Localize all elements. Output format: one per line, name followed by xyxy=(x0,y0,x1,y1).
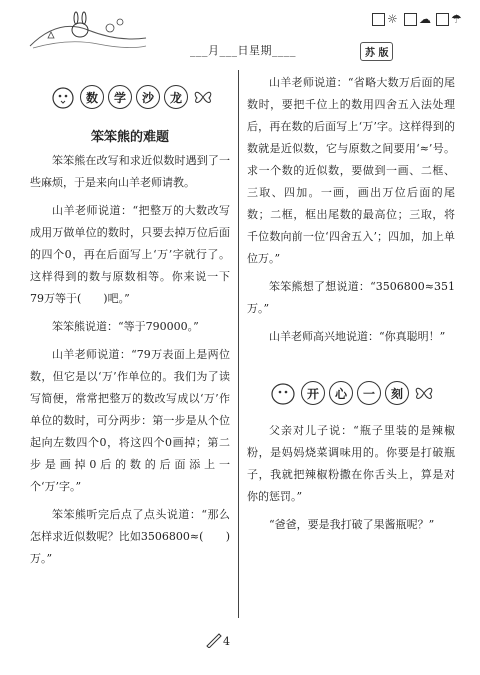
footer-decoration xyxy=(205,630,223,652)
checkbox-icon xyxy=(404,13,417,26)
paragraph: “爸爸，要是我打破了果酱瓶呢？” xyxy=(269,518,435,531)
banner-char: 数 xyxy=(80,85,104,109)
rain-icon: ☂ xyxy=(451,12,462,26)
weather-rainy-option[interactable] xyxy=(436,12,462,26)
paragraph: 山羊老师高兴地说道：“你真聪明！” xyxy=(269,330,446,343)
checkbox-icon xyxy=(436,13,449,26)
article-left-column xyxy=(30,150,230,570)
sun-icon: ☼ xyxy=(387,12,398,26)
paragraph: 笨笨熊想了想说道：“3506800≈351万。” xyxy=(247,280,455,315)
header-illustration xyxy=(28,8,148,50)
banner-char: 沙 xyxy=(136,85,160,109)
edition-badge: 苏 版 xyxy=(360,42,393,61)
article-title: 笨笨熊的难题 xyxy=(90,130,169,145)
paragraph: 山羊老师说道：“把整万的大数改写成用万做单位的数时，只要去掉万位后面的四个0，再在后面写上‘万’字就行了。这样得到的数与原数相等。你来说一下79万等于( )吧。” xyxy=(30,204,230,305)
weather-sunny-option[interactable] xyxy=(372,12,398,26)
chick-icon xyxy=(50,84,76,110)
butterfly-icon xyxy=(192,86,214,108)
paragraph: 山羊老师说道：“79万表面上是两位数，但它是以‘万’作单位的。我们为了读写简便，常常把整万的数改写成以‘万’作单位的数时，可分两步：第一步是从个位起向左数四个0，将这四个0画掉；第二步是画掉0后的数的后面添上一个‘万’字。” xyxy=(30,348,230,493)
banner-char: 刻 xyxy=(385,381,409,405)
weather-cloudy-option[interactable] xyxy=(404,12,431,26)
section-banner-happy-moment xyxy=(252,380,452,406)
banner-char: 学 xyxy=(108,85,132,109)
banner-char: 开 xyxy=(301,381,325,405)
paragraph: 笨笨熊在改写和求近似数时遇到了一些麻烦，于是来向山羊老师请教。 xyxy=(30,154,230,189)
banner-char: 一 xyxy=(357,381,381,405)
column-divider xyxy=(238,70,239,618)
paragraph: 山羊老师说道：“省略大数万后面的尾数时，要把千位上的数用四舍五入法处理后，再在数的后面写上‘万’字。这样得到的数就是近似数，它与原数之间要用‘≈’号。求一个数的近似数，要做到一画、二框、三取、四加。一画，画出万位后面的尾数；二框，框出尾数的最高位；三取，将千位数向前一位‘四舍五入’；四加，加上单位万。” xyxy=(247,76,455,265)
paragraph: 笨笨熊说道：“等于790000。” xyxy=(52,320,199,333)
banner-char: 龙 xyxy=(164,85,188,109)
checkbox-icon xyxy=(372,13,385,26)
pencil-icon xyxy=(205,630,223,648)
cloud-icon: ☁ xyxy=(419,12,431,26)
paragraph: 父亲对儿子说：“瓶子里装的是辣椒粉，是妈妈烧菜调味用的。你要是打破瓶子，我就把辣椒粉撒在你舌头上，算是对你的惩罚。” xyxy=(247,424,455,503)
date-line: ___月___日星期____ xyxy=(190,44,296,57)
egg-chick-icon xyxy=(269,380,297,406)
paragraph: 笨笨熊听完后点了点头说道：“那么怎样求近似数呢？比如3506800≈( )万。” xyxy=(30,508,230,565)
page-number: 4 xyxy=(223,635,230,648)
banner-char: 心 xyxy=(329,381,353,405)
joke-section xyxy=(247,420,455,536)
butterfly-icon xyxy=(413,382,435,404)
article-right-column xyxy=(247,72,455,348)
section-banner-math-salon xyxy=(34,84,230,110)
